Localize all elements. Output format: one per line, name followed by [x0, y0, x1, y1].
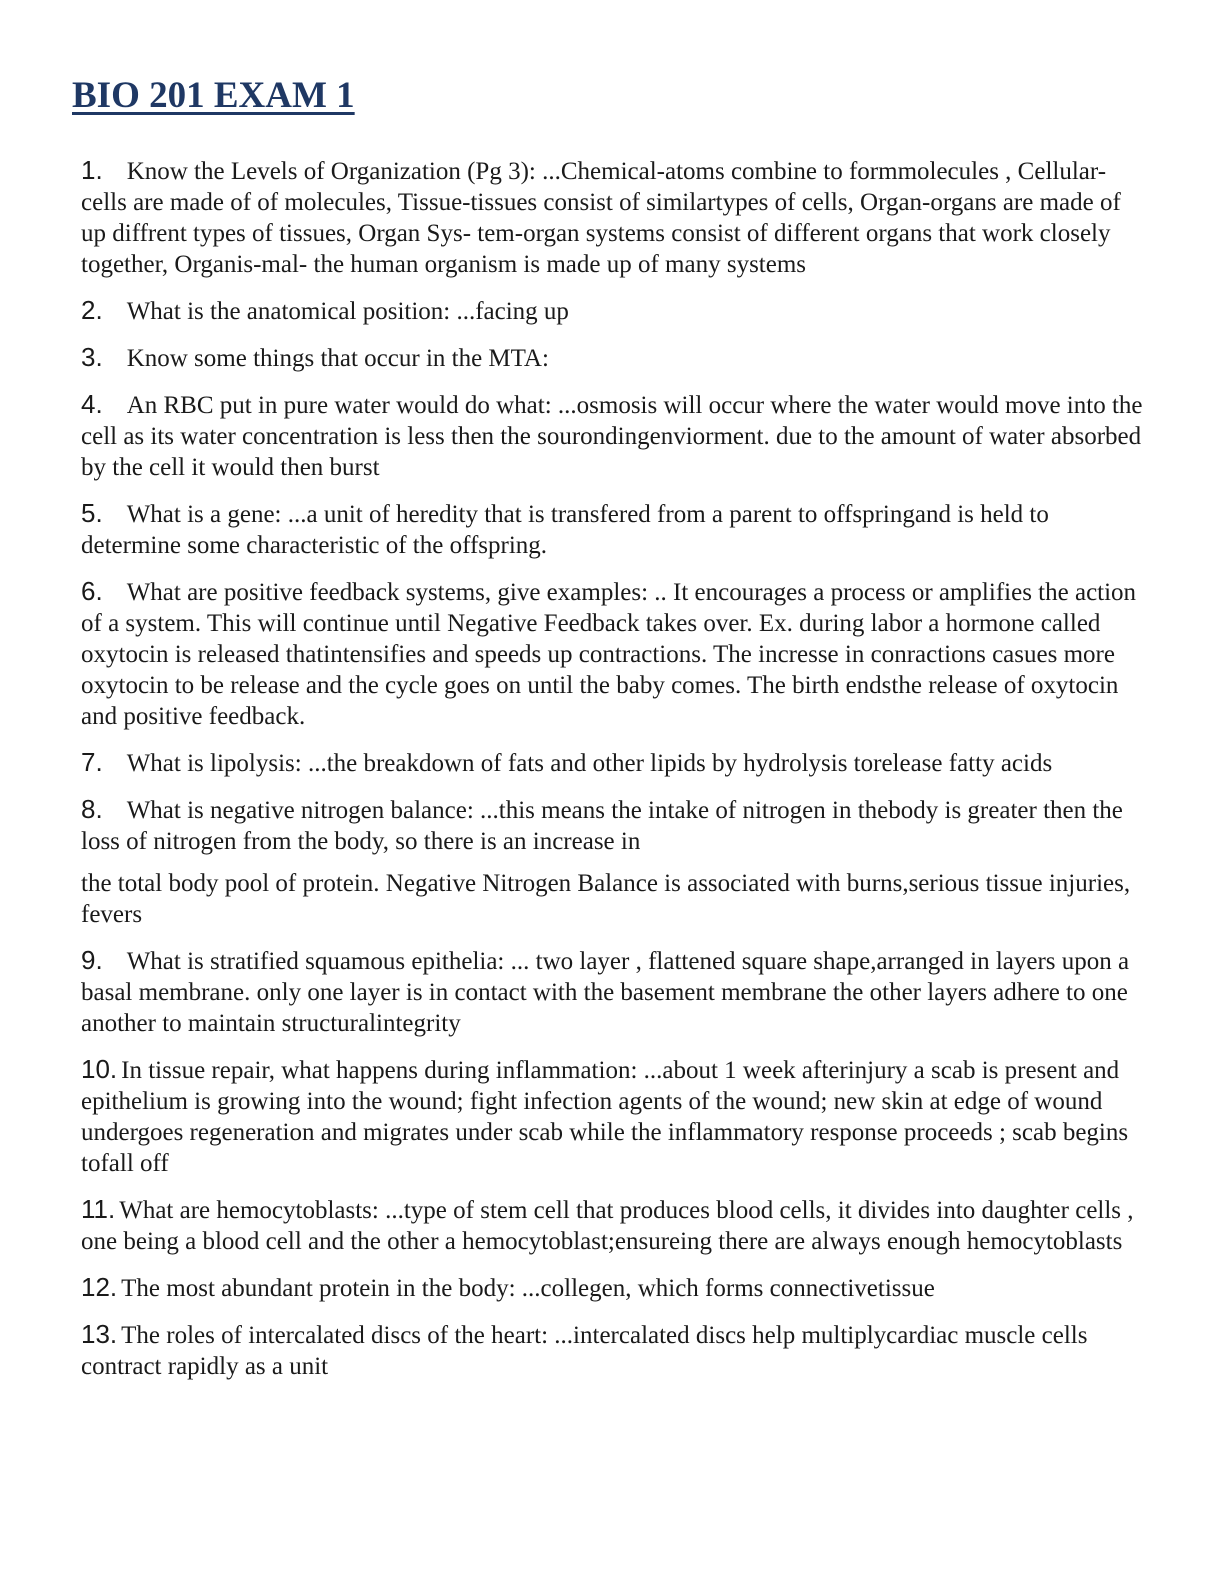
question-text: Know some things that occur in the MTA: — [126, 345, 549, 372]
question-number: 8. — [81, 794, 103, 824]
document-title: BIO 201 EXAM 1 — [72, 75, 355, 116]
question-item-13 — [81, 1319, 1146, 1382]
question-number: 9. — [81, 945, 103, 975]
question-item-2 — [81, 295, 1146, 327]
question-text: What is stratified squamous epithelia: ... two layer , flattened square shape,arranged in layers upon a basal membrane. only one layer is in contact with the basement membrane the other layers adhere to one another to maintain structuralintegrity — [81, 948, 1130, 1037]
question-text: An RBC put in pure water would do what: ...osmosis will occur where the water would move into the cell as its water concentration is less then the sourondingenviorment. due to the amount of water absorbed by the cell it would then burst — [81, 392, 1143, 481]
question-item-4 — [81, 389, 1146, 483]
question-item-8 — [81, 794, 1146, 857]
question-item-3 — [81, 342, 1146, 374]
question-number: 5. — [81, 498, 103, 528]
question-item-5 — [81, 498, 1146, 561]
question-number: 3. — [81, 342, 103, 372]
question-item-12 — [81, 1272, 1146, 1304]
question-text: In tissue repair, what happens during inflammation: ...about 1 week afterinjury a scab is present and epithelium is growing into the wound; fight infection agents of the wound; new skin at edge of wound undergoes regeneration and migrates under scab while the inflammatory response proceeds ; scab begins tofall off — [81, 1057, 1129, 1177]
question-text: What is lipolysis: ...the breakdown of fats and other lipids by hydrolysis torelease fatty acids — [126, 750, 1053, 777]
question-number: 1. — [81, 155, 103, 185]
question-number: 6. — [81, 576, 103, 606]
question-list — [81, 155, 1146, 1397]
question-text: The roles of intercalated discs of the heart: ...intercalated discs help multiplycardiac muscle cells contract rapidly as a unit — [81, 1322, 1088, 1380]
question-item-1 — [81, 155, 1146, 280]
question-number: 2. — [81, 295, 103, 325]
question-text: What is the anatomical position: ...facing up — [126, 298, 569, 325]
question-item-7 — [81, 747, 1146, 779]
question-number: 4. — [81, 389, 103, 419]
question-text: What is a gene: ...a unit of heredity that is transfered from a parent to offspringand is held to determine some characteristic of the offspring. — [81, 501, 1049, 559]
question-item-10 — [81, 1054, 1146, 1179]
question-text: What are positive feedback systems, give examples: .. It encourages a process or amplifies the action of a system. This will continue until Negative Feedback takes over. Ex. during labor a hormone called oxytocin is released thatintensifies and speeds up contractions. The incresse in conractions casues more oxytocin to be release and the cycle goes on until the baby comes. The birth endsthe release of oxytocin and positive feedback. — [81, 579, 1137, 730]
question-number: 11. — [81, 1194, 116, 1224]
question-text: Know the Levels of Organization (Pg 3): ...Chemical-atoms combine to formmolecules , Cellular-cells are made of of molecules, Tissue-tissues consist of similartypes of cells, Organ-organs are made of up diffrent types of tissues, Organ Sys- tem-organ systems consist of different organs that work closely together, Organis-mal- the human organism is made up of many systems — [81, 158, 1121, 278]
question-text: What are hemocytoblasts: ...type of stem cell that produces blood cells, it divides into daughter cells , one being a blood cell and the other a hemocytoblast;ensureing there are always enough hemocytoblasts — [81, 1197, 1134, 1255]
question-item-8-continuation: the total body pool of protein. Negative Nitrogen Balance is associated with burns,serious tissue injuries, fevers — [81, 870, 1131, 928]
question-item-9 — [81, 945, 1146, 1039]
question-item-6 — [81, 576, 1146, 732]
question-number: 12. — [81, 1272, 118, 1302]
question-number: 10. — [81, 1054, 118, 1084]
question-item-11 — [81, 1194, 1146, 1257]
question-text: The most abundant protein in the body: ...collegen, which forms connectivetissue — [121, 1275, 935, 1302]
question-number: 7. — [81, 747, 103, 777]
question-number: 13. — [81, 1319, 118, 1349]
question-text: What is negative nitrogen balance: ...this means the intake of nitrogen in thebody is greater then the loss of nitrogen from the body, so there is an increase in — [81, 797, 1123, 855]
